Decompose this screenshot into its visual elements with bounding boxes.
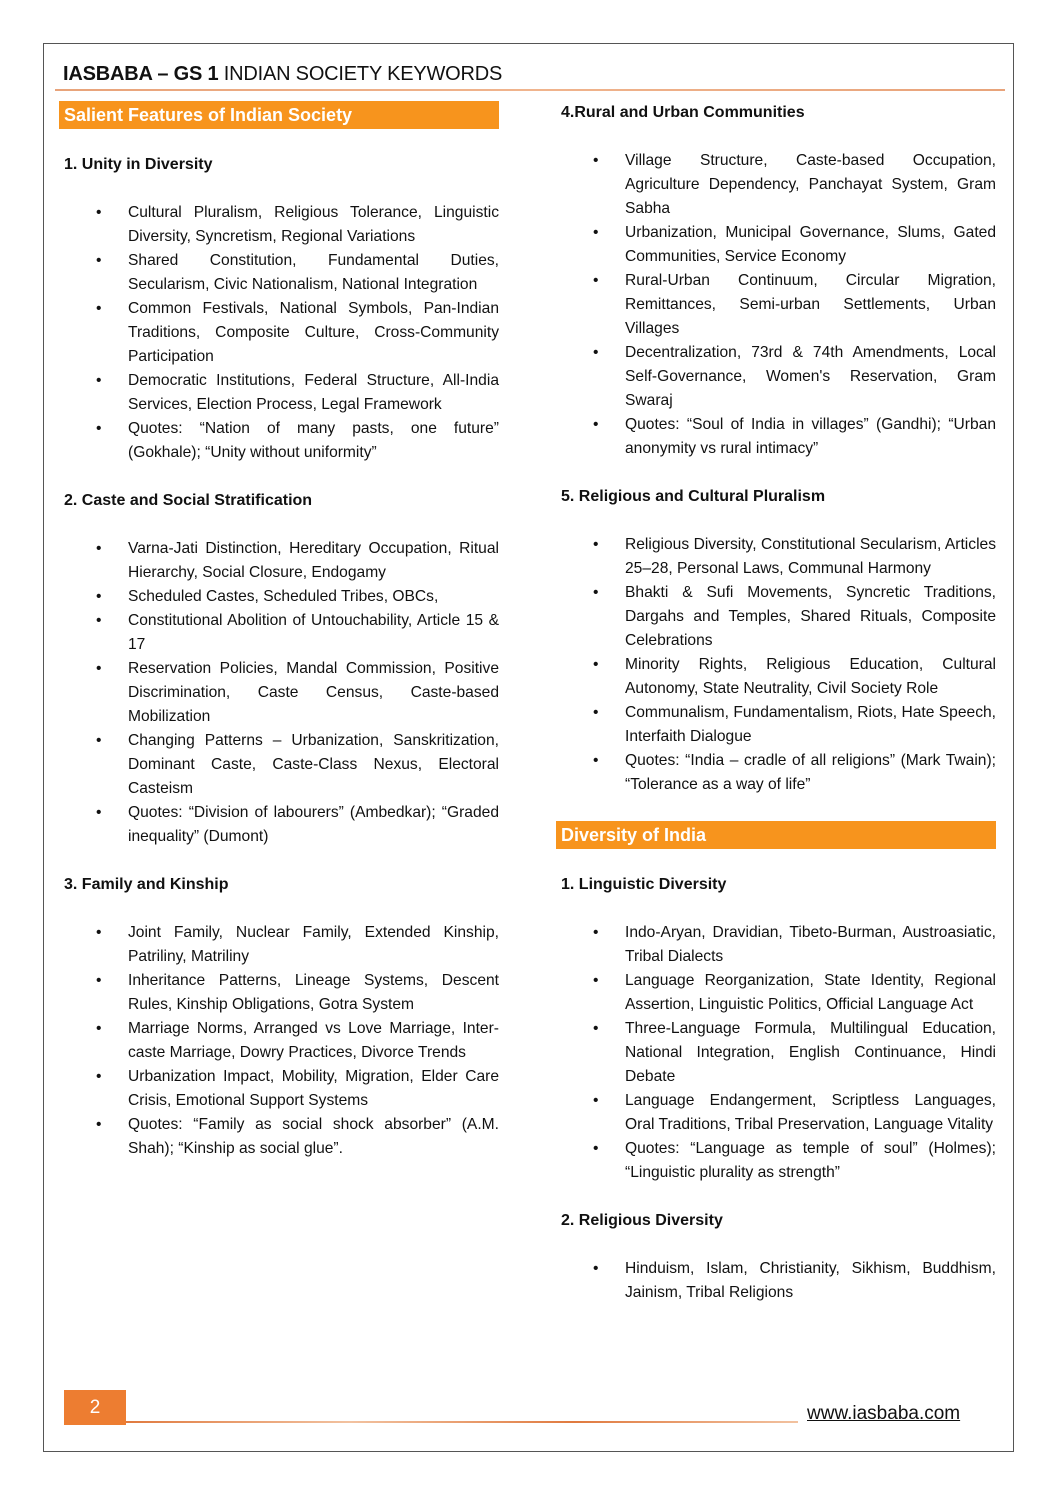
bullet-icon: • [593, 1020, 599, 1037]
bullet-list [556, 1257, 996, 1305]
bullet-list [556, 921, 996, 1185]
list-item [59, 609, 499, 657]
bullet-icon: • [593, 536, 599, 553]
bullet-icon: • [593, 1260, 599, 1277]
bullet-icon: • [593, 272, 599, 289]
subheading-2-religious-diversity: 2. Religious Diversity [561, 1212, 723, 1229]
page-number: 2 [64, 1390, 126, 1425]
list-item [556, 969, 996, 1017]
list-item [556, 221, 996, 269]
title-rest: INDIAN SOCIETY KEYWORDS [218, 63, 503, 85]
bullet-icon: • [96, 300, 102, 317]
list-item-text: Reservation Policies, Mandal Commission, Positive Discrimination, Caste Census, Caste-based Mobilization [128, 660, 499, 725]
list-item-text: Urbanization, Municipal Governance, Slums, Gated Communities, Service Economy [625, 224, 996, 265]
bullet-icon: • [593, 656, 599, 673]
bullet-icon: • [96, 804, 102, 821]
list-item-text: Democratic Institutions, Federal Structure, All-India Services, Election Process, Legal Framework [128, 372, 499, 413]
right-column [556, 101, 996, 1329]
bullet-list [59, 921, 499, 1161]
list-item [59, 1017, 499, 1065]
bullet-icon: • [96, 660, 102, 677]
bullet-icon: • [593, 224, 599, 241]
list-item [556, 1257, 996, 1305]
bullet-icon: • [96, 924, 102, 941]
document-title [63, 63, 502, 86]
bullet-icon: • [96, 588, 102, 605]
list-item-text: Rural-Urban Continuum, Circular Migration, Remittances, Semi-urban Settlements, Urban Villages [625, 272, 996, 337]
list-item-text: Religious Diversity, Constitutional Secularism, Articles 25–28, Personal Laws, Communal Harmony [625, 536, 996, 577]
bullet-list [59, 201, 499, 465]
bullet-icon: • [96, 732, 102, 749]
footer-divider [126, 1421, 798, 1423]
list-item-text: Urbanization Impact, Mobility, Migration, Elder Care Crisis, Emotional Support Systems [128, 1068, 499, 1109]
list-item-text: Indo-Aryan, Dravidian, Tibeto-Burman, Austroasiatic, Tribal Dialects [625, 924, 996, 965]
left-column [59, 101, 499, 1185]
bullet-list [556, 149, 996, 461]
list-item-text: Quotes: “Division of labourers” (Ambedkar); “Graded inequality” (Dumont) [128, 804, 499, 845]
list-item [556, 1137, 996, 1185]
list-item [59, 369, 499, 417]
bullet-icon: • [593, 752, 599, 769]
list-item-text: Hinduism, Islam, Christianity, Sikhism, Buddhism, Jainism, Tribal Religions [625, 1260, 996, 1301]
bullet-icon: • [96, 1116, 102, 1133]
bullet-icon: • [96, 420, 102, 437]
website-link[interactable]: www.iasbaba.com [807, 1403, 961, 1424]
subheading-4-rural-and-urban-communities: 4.Rural and Urban Communities [561, 104, 805, 121]
bullet-icon: • [96, 540, 102, 557]
subheading-2-caste-and-social-stratification: 2. Caste and Social Stratification [64, 492, 313, 509]
list-item [59, 297, 499, 369]
list-item-text: Communalism, Fundamentalism, Riots, Hate Speech, Interfaith Dialogue [625, 704, 996, 745]
list-item-text: Common Festivals, National Symbols, Pan-Indian Traditions, Composite Culture, Cross-Community Participation [128, 300, 499, 365]
list-item [59, 585, 499, 609]
list-item-text: Quotes: “India – cradle of all religions” (Mark Twain); “Tolerance as a way of life” [625, 752, 996, 793]
list-item [556, 1017, 996, 1089]
list-item-text: Decentralization, 73rd & 74th Amendments, Local Self-Governance, Women's Reservation, Gram Swaraj [625, 344, 996, 409]
bullet-icon: • [96, 1068, 102, 1085]
list-item-text: Quotes: “Soul of India in villages” (Gandhi); “Urban anonymity vs rural intimacy” [625, 416, 996, 457]
bullet-icon: • [593, 704, 599, 721]
list-item [59, 1113, 499, 1161]
list-item [556, 1089, 996, 1137]
list-item-text: Village Structure, Caste-based Occupation, Agriculture Dependency, Panchayat System, Gram Sabha [625, 152, 996, 217]
bullet-icon: • [96, 1020, 102, 1037]
bullet-icon: • [593, 1092, 599, 1109]
list-item [556, 653, 996, 701]
list-item [556, 269, 996, 341]
list-item [59, 249, 499, 297]
list-item-text: Changing Patterns – Urbanization, Sanskritization, Dominant Caste, Caste-Class Nexus, Electoral Casteism [128, 732, 499, 797]
bullet-icon: • [593, 924, 599, 941]
list-item-text: Inheritance Patterns, Lineage Systems, Descent Rules, Kinship Obligations, Gotra System [128, 972, 499, 1013]
bullet-icon: • [96, 252, 102, 269]
bullet-list [59, 537, 499, 849]
bullet-icon: • [593, 344, 599, 361]
list-item [59, 417, 499, 465]
list-item [556, 413, 996, 461]
bullet-icon: • [593, 584, 599, 601]
list-item [556, 701, 996, 749]
bullet-list [556, 533, 996, 797]
list-item-text: Scheduled Castes, Scheduled Tribes, OBCs, [128, 588, 439, 605]
list-item-text: Quotes: “Family as social shock absorber” (A.M. Shah); “Kinship as social glue”. [128, 1116, 499, 1157]
subheading-1-linguistic-diversity: 1. Linguistic Diversity [561, 876, 727, 893]
list-item [556, 921, 996, 969]
list-item [59, 801, 499, 849]
subheading-3-family-and-kinship: 3. Family and Kinship [64, 876, 229, 893]
bullet-icon: • [96, 204, 102, 221]
list-item [59, 1065, 499, 1113]
list-item-text: Quotes: “Language as temple of soul” (Holmes); “Linguistic plurality as strength” [625, 1140, 996, 1181]
list-item [556, 581, 996, 653]
list-item-text: Quotes: “Nation of many pasts, one future” (Gokhale); “Unity without uniformity” [128, 420, 499, 461]
list-item-text: Constitutional Abolition of Untouchability, Article 15 & 17 [128, 612, 499, 653]
list-item-text: Minority Rights, Religious Education, Cultural Autonomy, State Neutrality, Civil Society Role [625, 656, 996, 697]
list-item-text: Shared Constitution, Fundamental Duties, Secularism, Civic Nationalism, National Integration [128, 252, 499, 293]
list-item-text: Language Reorganization, State Identity, Regional Assertion, Linguistic Politics, Official Language Act [625, 972, 996, 1013]
bullet-icon: • [593, 972, 599, 989]
list-item [59, 921, 499, 969]
list-item [556, 749, 996, 797]
list-item [59, 969, 499, 1017]
list-item [556, 149, 996, 221]
list-item [59, 201, 499, 249]
section-banner-diversity-of-india: Diversity of India [556, 821, 996, 849]
bullet-icon: • [593, 1140, 599, 1157]
list-item-text: Varna-Jati Distinction, Hereditary Occupation, Ritual Hierarchy, Social Closure, Endogamy [128, 540, 499, 581]
section-banner-salient-features-of-indian-society: Salient Features of Indian Society [59, 101, 499, 129]
list-item-text: Joint Family, Nuclear Family, Extended Kinship, Patriliny, Matriliny [128, 924, 499, 965]
bullet-icon: • [593, 152, 599, 169]
subheading-1-unity-in-diversity: 1. Unity in Diversity [64, 156, 213, 173]
list-item-text: Cultural Pluralism, Religious Tolerance, Linguistic Diversity, Syncretism, Regional Variations [128, 204, 499, 245]
list-item [59, 657, 499, 729]
list-item-text: Three-Language Formula, Multilingual Education, National Integration, English Continuance, Hindi Debate [625, 1020, 996, 1085]
list-item [556, 341, 996, 413]
list-item [59, 729, 499, 801]
bullet-icon: • [96, 612, 102, 629]
list-item-text: Bhakti & Sufi Movements, Syncretic Traditions, Dargahs and Temples, Shared Rituals, Composite Celebrations [625, 584, 996, 649]
subheading-5-religious-and-cultural-pluralism: 5. Religious and Cultural Pluralism [561, 488, 826, 505]
list-item [59, 537, 499, 585]
list-item [556, 533, 996, 581]
header-divider [55, 89, 1005, 91]
list-item-text: Marriage Norms, Arranged vs Love Marriage, Inter-caste Marriage, Dowry Practices, Divorce Trends [128, 1020, 499, 1061]
list-item-text: Language Endangerment, Scriptless Languages, Oral Traditions, Tribal Preservation, Language Vitality [625, 1092, 996, 1133]
bullet-icon: • [593, 416, 599, 433]
bullet-icon: • [96, 972, 102, 989]
title-bold: IASBABA – GS 1 [63, 63, 219, 85]
bullet-icon: • [96, 372, 102, 389]
